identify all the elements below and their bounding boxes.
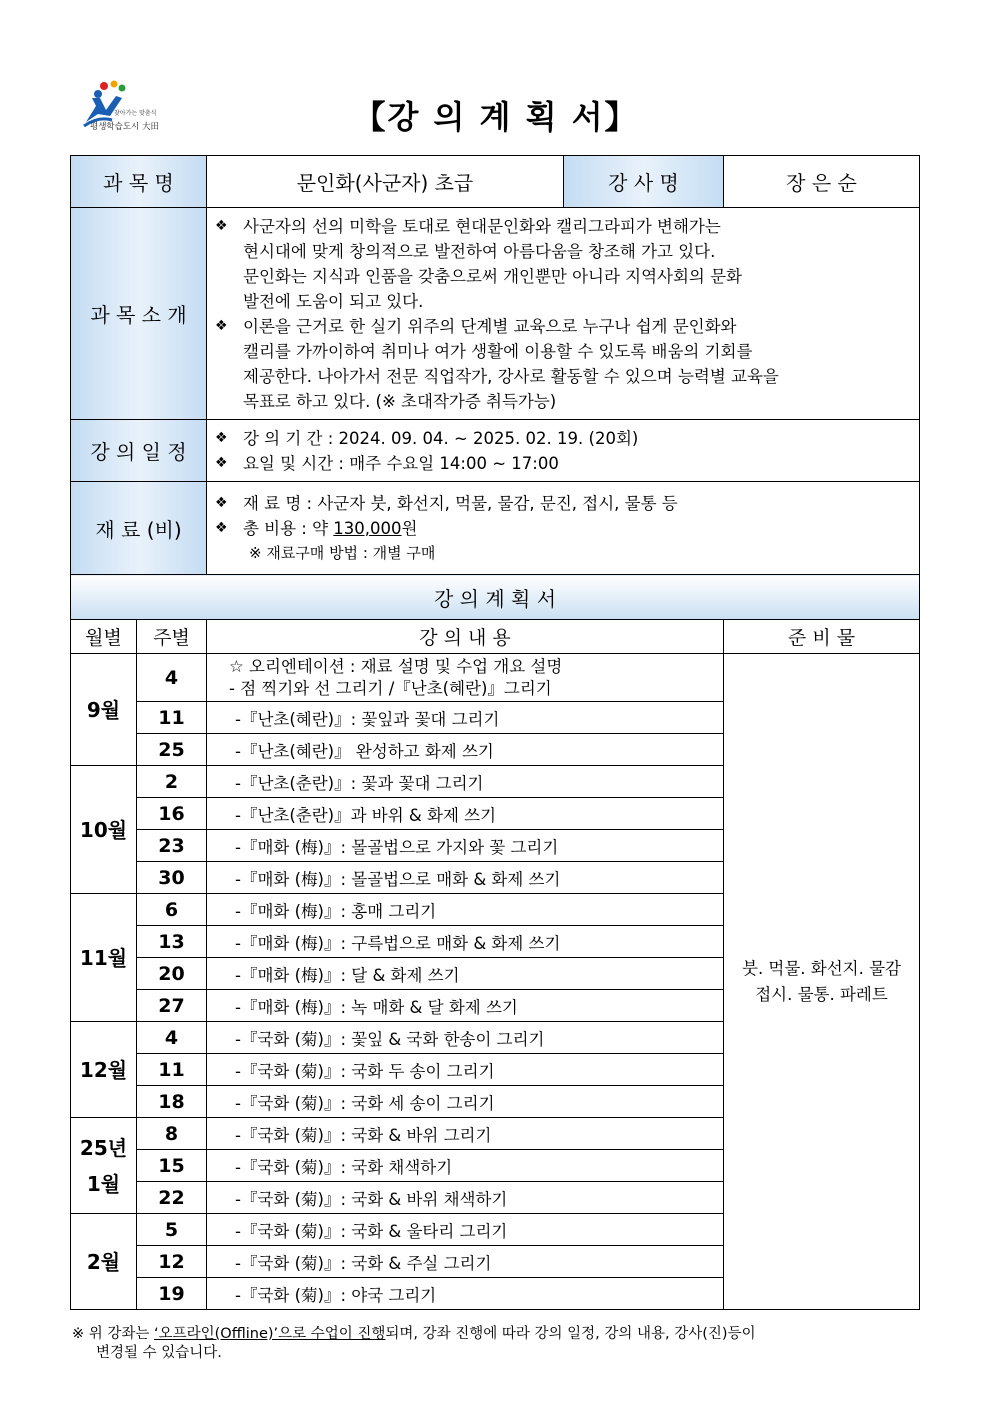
material-note: ※ 재료구매 방법 : 개별 구매 (249, 543, 436, 562)
lecture-content: -『국화 (菊)』: 국화 & 바위 채색하기 (207, 1182, 724, 1214)
document-title: 【강 의 계 획 서】 (353, 98, 639, 136)
lecture-content: -『난초(춘란)』: 꽃과 꽃대 그리기 (207, 766, 724, 798)
instructor-label: 강 사 명 (564, 156, 724, 208)
lecture-content: ☆ 오리엔테이션 : 재료 설명 및 수업 개요 설명 - 점 찍기와 선 그리기 /『난초(혜란)』그리기 (207, 654, 724, 702)
col-header-month: 월별 (71, 620, 137, 654)
week-number: 25 (137, 734, 207, 766)
week-number: 15 (137, 1150, 207, 1182)
week-number: 27 (137, 990, 207, 1022)
lecture-plan-table (70, 155, 920, 1310)
week-number: 16 (137, 798, 207, 830)
intro-label: 과 목 소 개 (71, 208, 207, 420)
lecture-content: -『국화 (菊)』: 국화 & 울타리 그리기 (207, 1214, 724, 1246)
week-number: 22 (137, 1182, 207, 1214)
lecture-content: -『매화 (梅)』: 구륵법으로 매화 & 화제 쓰기 (207, 926, 724, 958)
lecture-content: -『국화 (菊)』: 국화 채색하기 (207, 1150, 724, 1182)
lecture-content: -『난초(혜란)』: 꽃잎과 꽃대 그리기 (207, 702, 724, 734)
diamond-bullet-icon: ❖ (215, 454, 228, 471)
lecture-content: -『난초(춘란)』과 바위 & 화제 쓰기 (207, 798, 724, 830)
week-number: 18 (137, 1086, 207, 1118)
lecture-content: -『매화 (梅)』: 녹 매화 & 달 화제 쓰기 (207, 990, 724, 1022)
total-cost: 130,000 (333, 518, 402, 538)
diamond-bullet-icon: ❖ (215, 317, 228, 334)
diamond-bullet-icon: ❖ (215, 429, 228, 446)
week-number: 4 (137, 654, 207, 702)
lecture-content: -『국화 (菊)』: 꽃잎 & 국화 한송이 그리기 (207, 1022, 724, 1054)
diamond-bullet-icon: ❖ (215, 217, 228, 234)
subject-value: 문인화(사군자) 초급 (207, 156, 564, 208)
instructor-value: 장 은 순 (724, 156, 920, 208)
col-header-content: 강 의 내 용 (207, 620, 724, 654)
logo-city-name: 평생학습도시 大田 (90, 122, 159, 132)
week-number: 13 (137, 926, 207, 958)
week-number: 8 (137, 1118, 207, 1150)
lecture-content: -『매화 (梅)』: 몰골법으로 가지와 꽃 그리기 (207, 830, 724, 862)
preparation-materials: 붓. 먹물. 화선지. 물감 접시. 물통. 파레트 (724, 654, 920, 1310)
week-number: 11 (137, 702, 207, 734)
diamond-bullet-icon: ❖ (215, 519, 228, 536)
lecture-content: -『국화 (菊)』: 야국 그리기 (207, 1278, 724, 1310)
week-number: 4 (137, 1022, 207, 1054)
schedule-label: 강 의 일 정 (71, 420, 207, 482)
schedule-text: ❖ 강 의 기 간 : 2024. 09. 04. ~ 2025. 02. 19. (20회) ❖ 요일 및 시간 : 매주 수요일 14:00 ~ 17:00 (207, 420, 920, 482)
month-label: 11월 (71, 894, 137, 1022)
month-label: 2월 (71, 1214, 137, 1310)
lecture-content: -『매화 (梅)』: 홍매 그리기 (207, 894, 724, 926)
footnote: ※ 위 강좌는 ‘오프라인(Offline)’으로 수업이 진행되며, 강좌 진행에 따라 강의 일정, 강의 내용, 강사(진)등이 변경될 수 있습니다. (72, 1326, 756, 1361)
lecture-content: -『매화 (梅)』: 몰골법으로 매화 & 화제 쓰기 (207, 862, 724, 894)
lecture-content: -『국화 (菊)』: 국화 세 송이 그리기 (207, 1086, 724, 1118)
week-number: 12 (137, 1246, 207, 1278)
material-label: 재 료 (비) (71, 482, 207, 575)
week-number: 20 (137, 958, 207, 990)
plan-banner: 강 의 계 획 서 (71, 575, 920, 620)
lecture-content: -『국화 (菊)』: 국화 두 송이 그리기 (207, 1054, 724, 1086)
logo-tagline: 찾아가는 맞춤식 (114, 110, 157, 117)
intro-text: ❖ 사군자의 선의 미학을 토대로 현대문인화와 캘리그라피가 변해가는 현시대에 맞게 창의적으로 발전하여 아름다움을 창조해 가고 있다. 문인화는 지식과 인품을 갖춤으로써 개인뿐만 아니라 지역사회의 문화 발전에 도움이 되고 있다. ❖ 이론을 근거로 한 실기 위주의 단계별 교육으로 누구나 쉽게 문인화와 캘리를 가까이하여 취미나 여가 생활에 이용할 수 있도록 배움의 기회를 제공한다. 나아가서 전문 직업작가, 강사로 활동할 수 있으며 능력별 교육을 목표로 하고 있다. (※ 초대작가증 취득가능) (207, 208, 920, 420)
week-number: 2 (137, 766, 207, 798)
week-number: 19 (137, 1278, 207, 1310)
col-header-week: 주별 (137, 620, 207, 654)
week-number: 6 (137, 894, 207, 926)
diamond-bullet-icon: ❖ (215, 494, 228, 511)
col-header-prep: 준 비 물 (724, 620, 920, 654)
material-text: ❖ 재 료 명 : 사군자 붓, 화선지, 먹물, 물감, 문진, 접시, 물통 등 ❖ 총 비용 : 약 130,000원 ※ 재료구매 방법 : 개별 구매 (207, 482, 920, 575)
subject-label: 과 목 명 (71, 156, 207, 208)
lecture-content: -『국화 (菊)』: 국화 & 주실 그리기 (207, 1246, 724, 1278)
week-number: 11 (137, 1054, 207, 1086)
month-label: 9월 (71, 654, 137, 766)
lecture-content: -『국화 (菊)』: 국화 & 바위 그리기 (207, 1118, 724, 1150)
month-label: 25년 1월 (71, 1118, 137, 1214)
week-number: 5 (137, 1214, 207, 1246)
week-number: 23 (137, 830, 207, 862)
month-label: 12월 (71, 1022, 137, 1118)
lecture-content: -『난초(혜란)』 완성하고 화제 쓰기 (207, 734, 724, 766)
week-number: 30 (137, 862, 207, 894)
month-label: 10월 (71, 766, 137, 894)
lecture-content: -『매화 (梅)』: 달 & 화제 쓰기 (207, 958, 724, 990)
